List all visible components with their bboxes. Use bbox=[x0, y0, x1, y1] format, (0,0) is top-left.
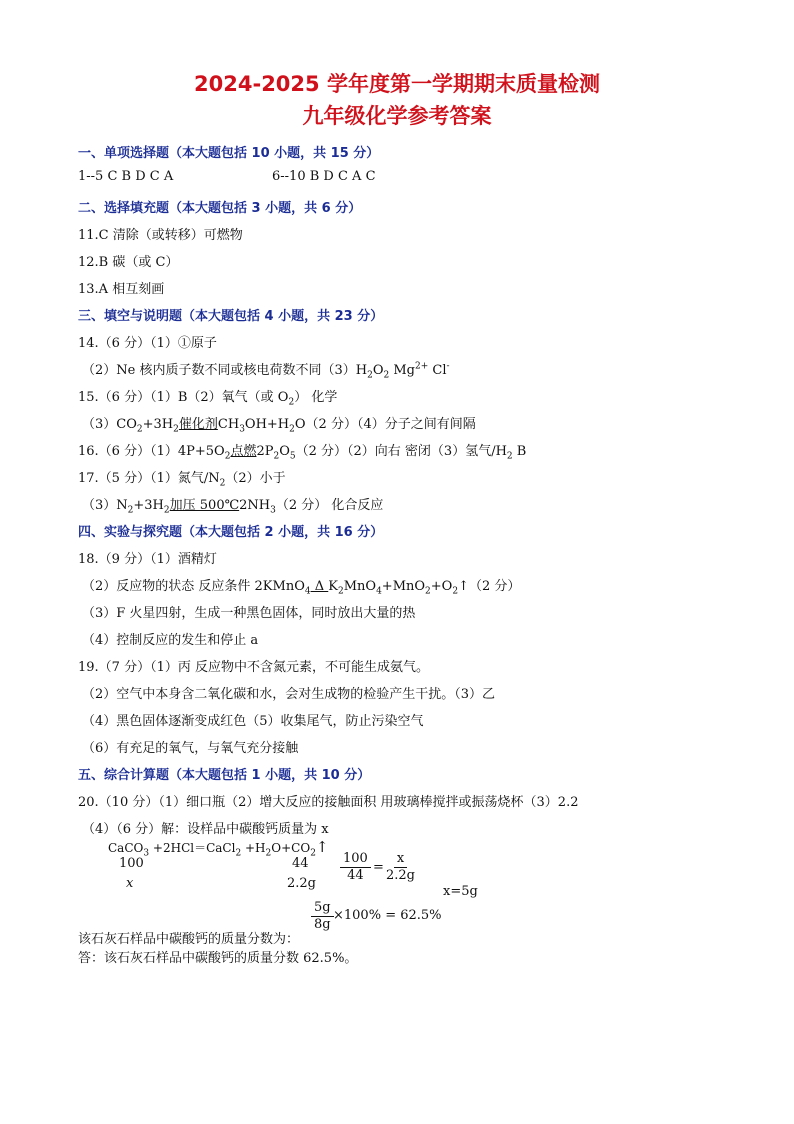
page-title: 2024-2025 学年度第一学期期末质量检测 bbox=[194, 72, 600, 96]
final-answer: 答：该石灰石样品中碳酸钙的质量分数 62.5%。 bbox=[78, 951, 358, 966]
answer-line-q18-4: （4）控制反应的发生和停止 a bbox=[82, 633, 259, 648]
equals-sign: = bbox=[373, 860, 384, 875]
answer-line-q18-head: 18.（9 分）（1）酒精灯 bbox=[78, 552, 217, 567]
answer-line-q17-head: 17.（5 分）（1）氮气$/N_2(2)$小于 bbox=[78, 471, 286, 489]
section-heading-3: 三、填空与说明题（本大题包括 4 小题，共 23 分） bbox=[78, 309, 384, 324]
answer-line-mc-6-10: 6--10 B D C A C bbox=[272, 169, 376, 184]
answer-line-q13: 13.A 相互刻画 bbox=[78, 282, 165, 297]
answer-line-q20-2: （4）（6 分）解：设样品中碳酸钙质量为 x bbox=[82, 822, 329, 837]
percentage-result: ×100% = 62.5% bbox=[333, 908, 442, 923]
answer-line-q18-2: （2）反应物的状态 反应条件 2KMnO$_4$ Δ $K_2MnO_4+MnO_2+O_2↑(2$ 分） bbox=[82, 579, 521, 597]
unknown-x: x bbox=[126, 876, 134, 891]
answer-line-q14-head: 14.（6 分）（1）①原子 bbox=[78, 336, 217, 351]
ratio-fraction-2: $\frac{x}{2.2g}$ bbox=[386, 851, 415, 883]
answer-line-q19-3: （4）黑色固体逐渐变成红色（5）收集尾气，防止污染空气 bbox=[82, 714, 424, 729]
answer-line-q14-2: （2）Ne 核内质子数不同或核电荷数不同$(3)H_2O_2$ $Mg^{2+}$ Cl- bbox=[82, 361, 450, 381]
molar-mass-caco3: 100 bbox=[119, 856, 144, 871]
page-subtitle: 九年级化学参考答案 bbox=[302, 104, 492, 128]
section-heading-4: 四、实验与探究题（本大题包括 2 小题，共 16 分） bbox=[78, 525, 384, 540]
answer-line-q17-2: $(3)N_2+3H_2$加压 $500℃2NH_3(2$ 分） 化合反应 bbox=[82, 498, 384, 516]
section-heading-5: 五、综合计算题（本大题包括 1 小题，共 10 分） bbox=[78, 768, 371, 783]
mass-fraction: $\frac{5g}{8g}$ bbox=[311, 900, 334, 933]
answer-line-q15-head: 15.（6 分）（1）B（2）氧气（或 $O_2$） 化学 bbox=[78, 390, 338, 408]
mass-fraction-label: 该石灰石样品中碳酸钙的质量分数为： bbox=[78, 932, 300, 947]
section-heading-1: 一、单项选择题（本大题包括 10 小题，共 15 分） bbox=[78, 146, 380, 161]
answer-line-mc-1-5: 1--5 C B D C A bbox=[78, 169, 174, 184]
answer-line-q18-3: （3）F 火星四射，生成一种黑色固体，同时放出大量的热 bbox=[82, 606, 416, 621]
answer-line-q19-2: （2）空气中本身含二氧化碳和水，会对生成物的检验产生干扰。（3）乙 bbox=[82, 687, 496, 702]
answer-line-q12: 12.B 碳（或 C） bbox=[78, 255, 179, 270]
answer-line-q11: 11.C 清除（或转移）可燃物 bbox=[78, 228, 243, 243]
answer-line-q19-head: 19.（7 分）（1）丙 反应物中不含氮元素，不可能生成氨气。 bbox=[78, 660, 429, 675]
section-heading-2: 二、选择填充题（本大题包括 3 小题，共 6 分） bbox=[78, 201, 362, 216]
answer-line-q16: 16.（6 分）$(1)4P+5O_2$点燃$2P_2O_5(2$ 分）（2）向右 密闭（3）氢气$/H_2$ B bbox=[78, 444, 527, 462]
molar-mass-co2: 44 bbox=[292, 856, 309, 871]
answer-line-q20-head: 20.（10 分）（1）细口瓶（2）增大反应的接触面积 用玻璃棒搅拌或振荡烧杯（3）2.2 bbox=[78, 795, 579, 810]
chemical-equation: CaCO$_3$ +2HCl＝CaCl$_2$ $+H_2O+CO_2↑$ bbox=[108, 838, 329, 859]
answer-line-q15-2: $(3)CO_2+3H_2$催化剂$CH_3OH+H_2O(2$ 分）（4）分子之间有间隔 bbox=[82, 417, 476, 435]
answer-line-q19-4: （6）有充足的氧气，与氧气充分接触 bbox=[82, 741, 299, 756]
ratio-fraction-1: $\frac{100}{44}$ bbox=[340, 851, 371, 884]
co2-mass: 2.2g bbox=[287, 876, 316, 891]
result-x: x=5g bbox=[443, 884, 478, 899]
